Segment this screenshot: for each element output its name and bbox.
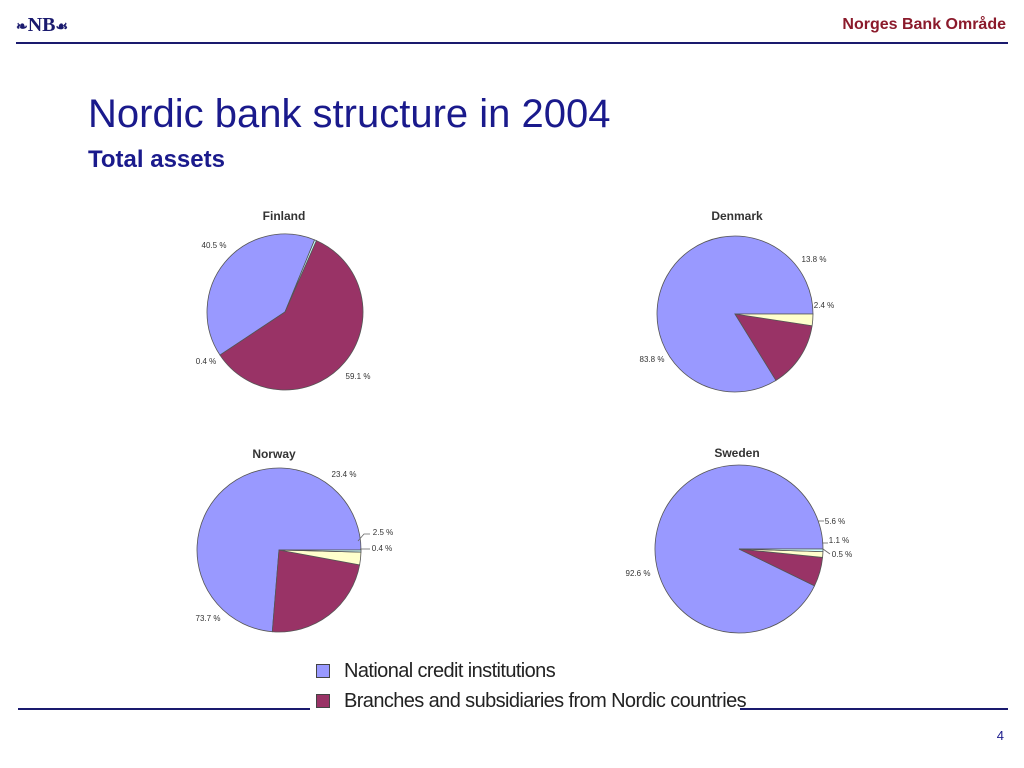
pie-label-norway-1: 23.4 % xyxy=(331,470,357,479)
pie-label-sweden-3: 0.5 % xyxy=(831,550,853,559)
pie-label-denmark-1: 13.8 % xyxy=(801,255,827,264)
legend-swatch-national xyxy=(316,664,330,678)
pie-chart-sweden xyxy=(626,446,853,633)
pie-label-norway-3: 0.4 % xyxy=(371,544,393,553)
legend-item-branches xyxy=(316,686,746,716)
legend-label-national: National credit institutions xyxy=(344,659,556,682)
footer-divider-right xyxy=(740,708,1008,710)
pie-label-sweden-0: 92.6 % xyxy=(625,569,651,578)
pie-title-finland: Finland xyxy=(262,209,306,223)
pie-label-norway-2: 2.5 % xyxy=(372,528,394,537)
pie-title-sweden: Sweden xyxy=(714,446,760,460)
legend-label-branches: Branches and subsidiaries from Nordic countries xyxy=(344,689,746,712)
legend-swatch-branches xyxy=(316,694,330,708)
pie-chart-norway xyxy=(196,447,394,632)
logo-ornament-left: ❧ xyxy=(16,20,28,35)
pie-label-finland-1: 59.1 % xyxy=(345,372,371,381)
pie-title-denmark: Denmark xyxy=(711,209,763,223)
brand-name: Norges Bank Område xyxy=(842,16,1006,33)
logo-text: NB xyxy=(27,14,56,36)
footer-divider-left xyxy=(18,708,310,710)
slide-subtitle: Total assets xyxy=(88,146,225,173)
pie-label-norway-0: 73.7 % xyxy=(195,614,221,623)
pie-label-denmark-2: 2.4 % xyxy=(813,301,835,310)
pie-chart-finland xyxy=(196,209,371,390)
pie-label-finland-2: 0.4 % xyxy=(195,357,217,366)
page-number: 4 xyxy=(996,728,1004,743)
logo-ornament-right: ☙ xyxy=(55,20,69,35)
pie-label-denmark-0: 83.8 % xyxy=(639,355,665,364)
pie-label-finland-0: 40.5 % xyxy=(201,241,227,250)
pie-label-sweden-1: 5.6 % xyxy=(824,517,846,526)
pie-label-sweden-2: 1.1 % xyxy=(828,536,850,545)
pie-title-norway: Norway xyxy=(252,447,296,461)
legend-item-national xyxy=(316,656,746,686)
slide-title: Nordic bank structure in 2004 xyxy=(88,92,611,136)
pie-leader-sweden-3 xyxy=(823,549,830,554)
pie-chart-denmark xyxy=(640,209,835,392)
chart-legend xyxy=(316,656,746,716)
